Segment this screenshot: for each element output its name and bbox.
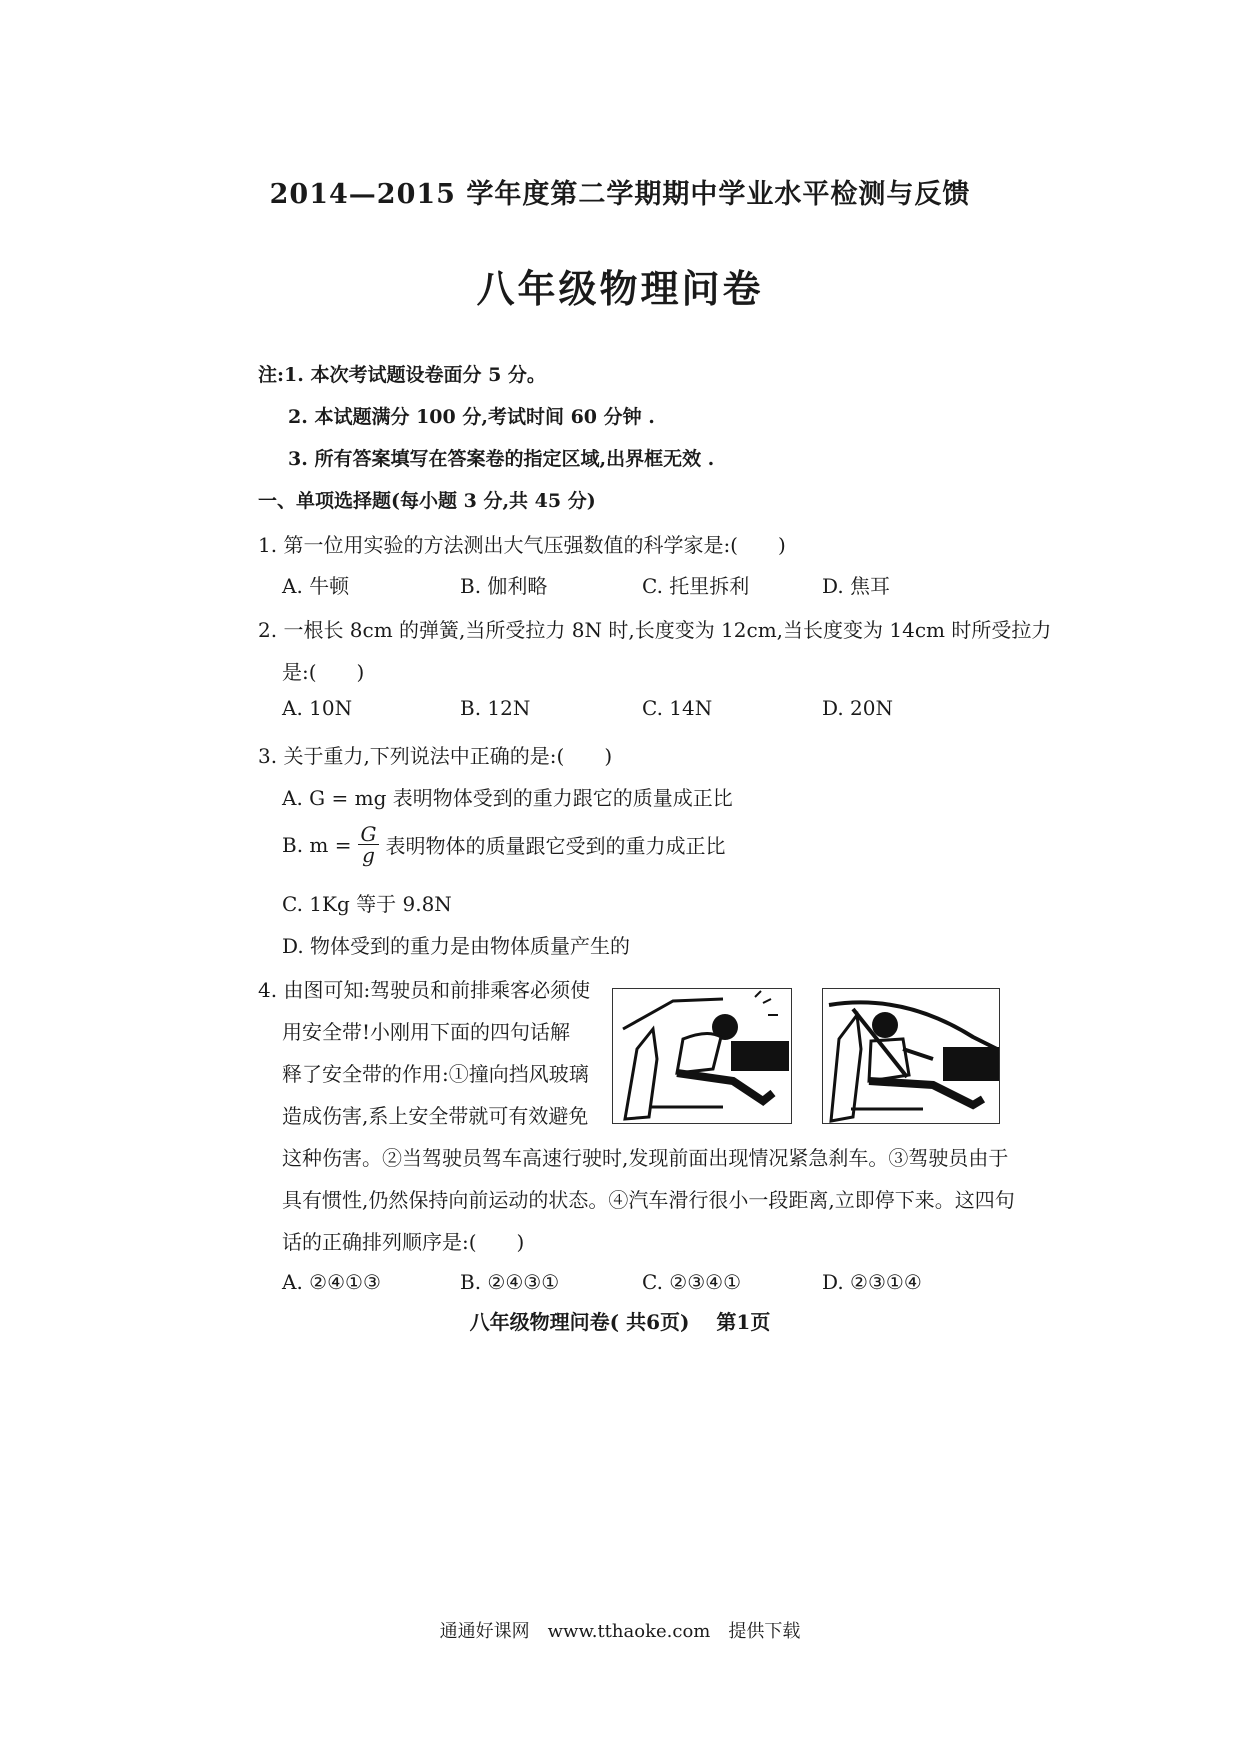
page-footer: 八年级物理问卷( 共6页) 第1页 — [469, 1310, 771, 1334]
q2-option-b: B. 12N — [460, 696, 531, 720]
q4-option-b: B. ②④③① — [460, 1270, 560, 1294]
question-4-line4: 造成伤害,系上安全带就可有效避免 — [282, 1104, 589, 1128]
question-1-stem: 1. 第一位用实验的方法测出大气压强数值的科学家是:( ) — [258, 533, 786, 557]
question-4-line1: 4. 由图可知:驾驶员和前排乘客必须使 — [258, 978, 591, 1002]
q3-option-b-fraction — [358, 824, 380, 865]
question-2-stem-line2: 是:( ) — [282, 660, 365, 684]
question-2-stem-line1: 2. 一根长 8cm 的弹簧,当所受拉力 8N 时,长度变为 12cm,当长度变为 14cm 时所受拉力 — [258, 618, 1052, 642]
q3-option-b — [282, 824, 725, 865]
fraction-numerator: G — [358, 824, 380, 845]
q3-option-d: D. 物体受到的重力是由物体质量产生的 — [282, 934, 631, 958]
q4-option-c: C. ②③④① — [642, 1270, 742, 1294]
q1-option-c: C. 托里拆利 — [642, 574, 750, 598]
q1-option-b: B. 伽利略 — [460, 574, 548, 598]
q1-option-a: A. 牛顿 — [282, 574, 350, 598]
q4-option-a: A. ②④①③ — [282, 1270, 381, 1294]
q1-option-d: D. 焦耳 — [822, 574, 891, 598]
q2-option-c: C. 14N — [642, 696, 713, 720]
question-4-line7: 话的正确排列顺序是:( ) — [282, 1230, 525, 1254]
download-credit: 通通好课网 www.tthaoke.com 提供下载 — [439, 1621, 801, 1642]
note-2: 2. 本试题满分 100 分,考试时间 60 分钟 . — [288, 406, 655, 428]
note-1: 注:1. 本次考试题设卷面分 5 分。 — [258, 364, 546, 386]
q3-option-c: C. 1Kg 等于 9.8N — [282, 892, 452, 916]
section-title: 一、单项选择题(每小题 3 分,共 45 分) — [258, 490, 596, 512]
question-4-line3: 释了安全带的作用:①撞向挡风玻璃 — [282, 1062, 589, 1086]
note-3: 3. 所有答案填写在答案卷的指定区域,出界框无效 . — [288, 448, 715, 470]
question-4-line6: 具有惯性,仍然保持向前运动的状态。④汽车滑行很小一段距离,立即停下来。这四句 — [282, 1188, 1015, 1212]
fraction-denominator: g — [362, 843, 375, 867]
page-title: 八年级物理问卷 — [476, 267, 764, 311]
q4-option-d: D. ②③①④ — [822, 1270, 922, 1294]
q2-option-a: A. 10N — [282, 696, 353, 720]
q3-option-a: A. G = mg 表明物体受到的重力跟它的质量成正比 — [282, 786, 733, 810]
q2-option-d: D. 20N — [822, 696, 893, 720]
exam-header: 2014—2015 学年度第二学期期中学业水平检测与反馈 — [269, 179, 971, 210]
figure-driver-crash — [612, 988, 792, 1124]
question-4-line5: 这种伤害。②当驾驶员驾车高速行驶时,发现前面出现情况紧急刹车。③驾驶员由于 — [282, 1146, 1009, 1170]
question-4-line2: 用安全带!小刚用下面的四句话解 — [282, 1020, 571, 1044]
question-3-stem: 3. 关于重力,下列说法中正确的是:( ) — [258, 744, 613, 768]
q3-option-b-prefix: B. m = — [282, 832, 352, 857]
q3-option-b-text: 表明物体的质量跟它受到的重力成正比 — [385, 834, 726, 858]
figure-driver-seatbelt — [822, 988, 1000, 1124]
